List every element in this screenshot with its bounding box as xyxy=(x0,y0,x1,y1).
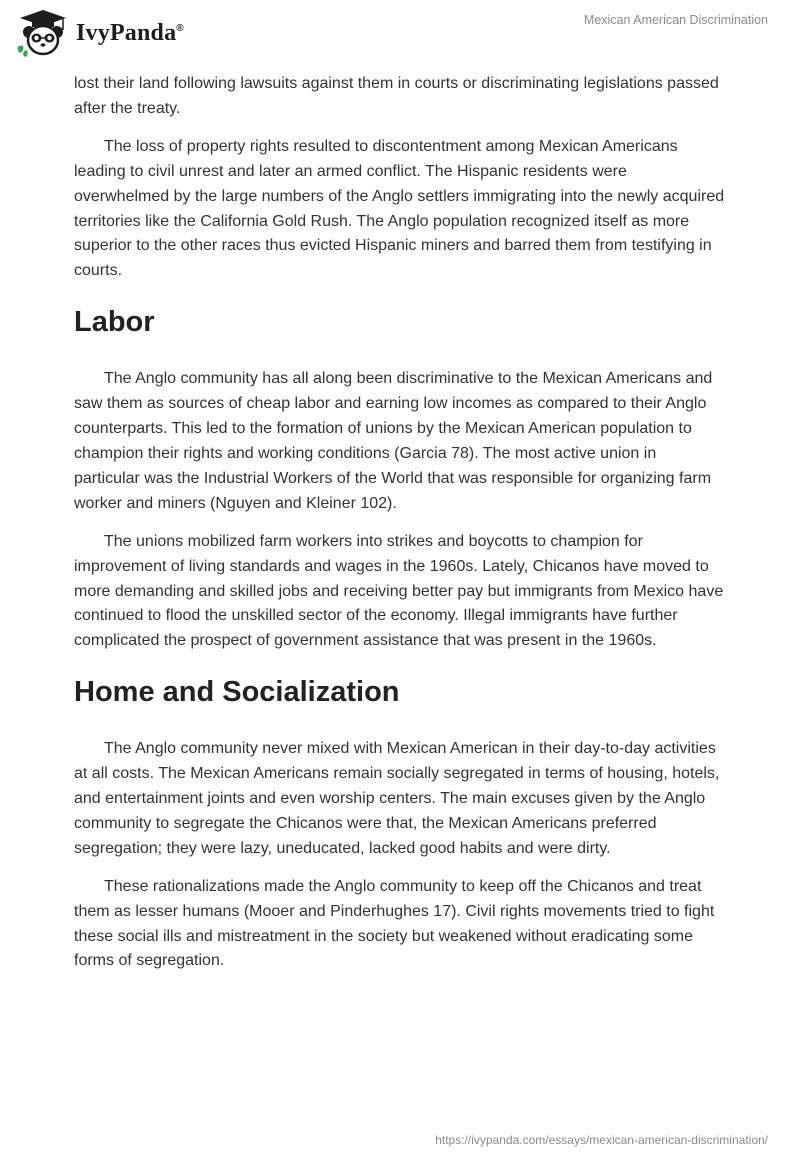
paragraph: The loss of property rights resulted to discontentment among Mexican Americans leading to civil unrest and later an armed conflict. The Hispanic residents were overwhelmed by the large numbers of the Anglo settlers immigrating into the newly acquired territories like the California Gold Rush. The Anglo population recognized itself as more superior to the other races thus evicted Hispanic miners and barred them from testifying in courts. xyxy=(74,137,725,280)
paragraph: The Anglo community never mixed with Mexican American in their day-to-day activities at all costs. The Mexican Americans remain socially segregated in terms of housing, hotels, and entertainment joints and even worship centers. The main excuses given by the Anglo community to segregate the Chicanos were that, the Mexican Americans preferred segregation; they were lazy, uneducated, lacked good habits and were dirty. xyxy=(74,740,720,857)
document-title: Mexican American Discrimination xyxy=(583,13,768,27)
paragraph: These rationalizations made the Anglo community to keep off the Chicanos and treat them as lesser humans (Mooer and Pinderhughes 17). Civil rights movements tried to fight these social ills and mistreatment in the society but weakened without eradicating some forms of segregation. xyxy=(74,877,715,970)
ivypanda-logo[interactable] xyxy=(14,8,184,58)
section-heading-labor: Labor xyxy=(74,306,155,339)
logo-text: IvyPanda® xyxy=(76,19,184,46)
paragraph: The Anglo community has all along been discriminative to the Mexican Americans and saw them as sources of cheap labor and earning low incomes as compared to their Anglo counterparts. This led to the formation of unions by the Mexican American population to champion their rights and working conditions (Garcia 78). The most active union in particular was the Industrial Workers of the World that was responsible for organizing farm worker and miners (Nguyen and Kleiner 102). xyxy=(74,370,713,512)
panda-graduate-icon xyxy=(14,8,72,58)
page-header xyxy=(0,0,800,70)
section-heading-home-socialization: Home and Socialization xyxy=(74,676,400,709)
paragraph: The unions mobilized farm workers into strikes and boycotts to champion for improvement of living standards and wages in the 1960s. Lately, Chicanos have moved to more demanding and skilled jobs and receiving better pay but immigrants from Mexico have continued to flood the unskilled sector of the economy. Illegal immigrants have further complicated the prospect of government assistance that was present in the 1960s. xyxy=(74,532,724,650)
source-url[interactable]: https://ivypanda.com/essays/mexican-american-discrimination/ xyxy=(435,1133,768,1147)
paragraph: lost their land following lawsuits against them in courts or discriminating legislations passed after the treaty. xyxy=(74,75,719,117)
essay-body xyxy=(74,72,726,987)
